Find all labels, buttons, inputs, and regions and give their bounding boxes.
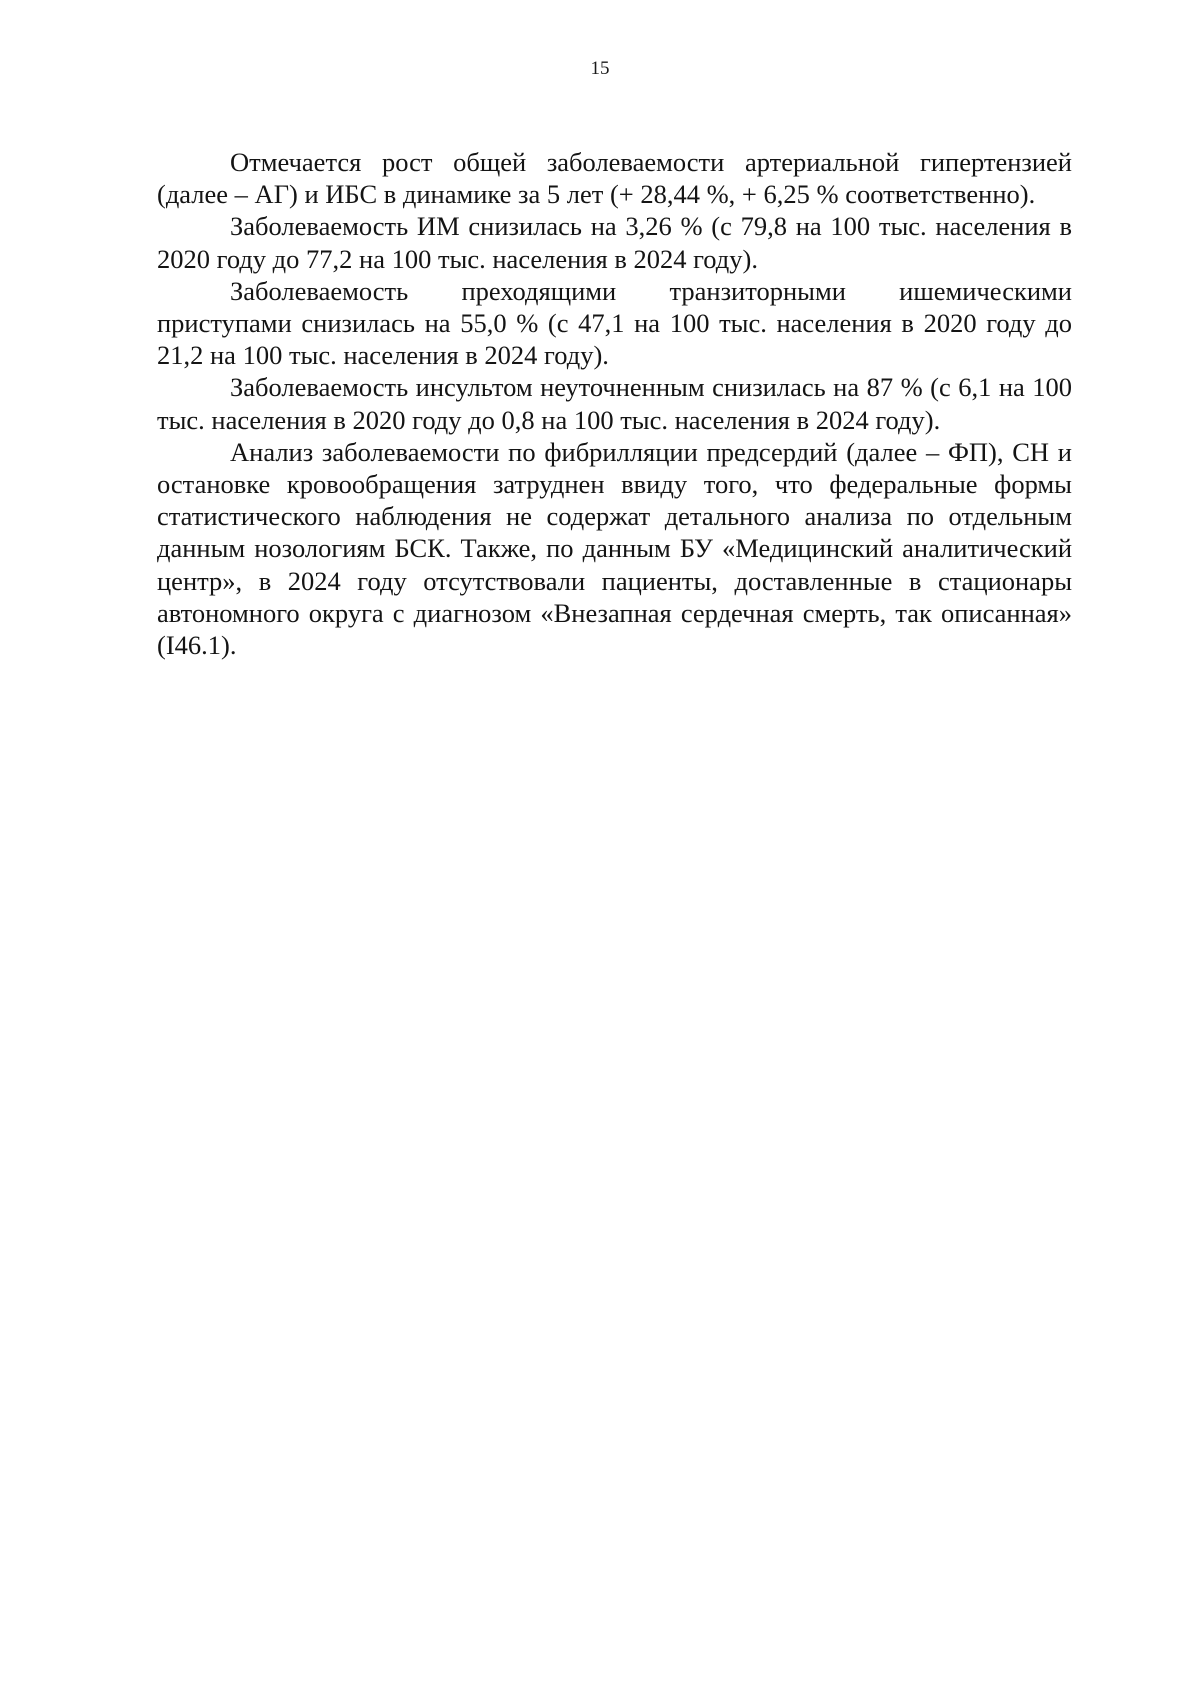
paragraph-unspecified-stroke: Заболеваемость инсультом неуточненным снизилась на 87 % (с 6,1 на 100 тыс. населения в 2020 году до 0,8 на 100 тыс. населения в 2024 году).	[157, 372, 1072, 435]
paragraph-hypertension: Отмечается рост общей заболеваемости артериальной гипертензией (далее – АГ) и ИБС в динамике за 5 лет (+ 28,44 %, + 6,25 % соответственно).	[157, 147, 1072, 210]
paragraph-myocardial-infarction: Заболеваемость ИМ снизилась на 3,26 % (с 79,8 на 100 тыс. населения в 2020 году до 77,2 на 100 тыс. населения в 2024 году).	[157, 211, 1072, 274]
document-body	[157, 146, 1072, 661]
page-number: 15	[590, 58, 610, 79]
paragraph-transient-ischemic-attacks: Заболеваемость преходящими транзиторными ишемическими приступами снизилась на 55,0 % (с 47,1 на 100 тыс. населения в 2020 году до 21,2 на 100 тыс. населения в 2024 году).	[157, 275, 1072, 371]
paragraph-atrial-fibrillation-analysis: Анализ заболеваемости по фибрилляции предсердий (далее – ФП), СН и остановке кровообращения затруднен ввиду того, что федеральные формы статистического наблюдения не содержат детального анализа по отдельным данным нозологиям БСК. Также, по данным БУ «Медицинский аналитический центр», в 2024 году отсутствовали пациенты, доставленные в стационары автономного округа с диагнозом «Внезапная сердечная смерть, так описанная» (I46.1).	[157, 436, 1072, 661]
